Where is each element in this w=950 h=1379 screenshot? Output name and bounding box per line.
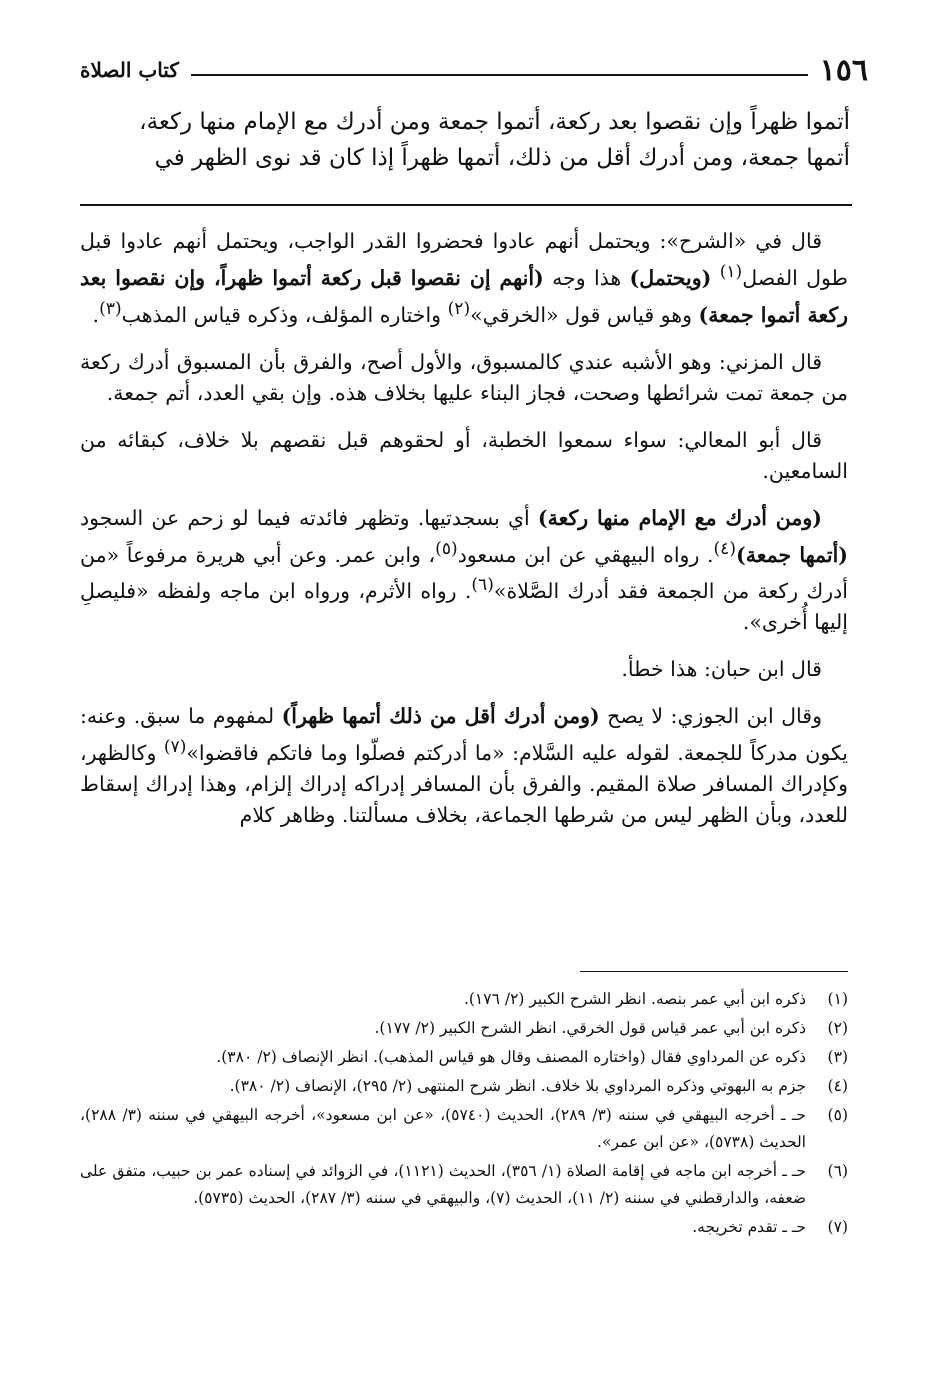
matn-quote: (أنهم إن نقصوا قبل ركعة أتموا ظهراً، وإن نقصوا بعد ركعة أتموا جمعة) — [80, 265, 848, 327]
footnote-ref: (٥) — [435, 538, 458, 559]
commentary-text: واختاره المؤلف، وذكره قياس المذهب — [121, 302, 442, 327]
footnote-number: (٣) — [827, 1048, 848, 1066]
footnotes — [80, 986, 848, 1243]
footnote-number: (٢) — [827, 1019, 848, 1037]
matn-line: أتمها جمعة، ومن أدرك أقل من ذلك، أتمها ظهراً إذا كان قد نوى الظهر في — [154, 145, 850, 171]
matn-quote: (ويحتمل) — [629, 265, 712, 290]
commentary-paragraph — [80, 701, 848, 831]
commentary-text: أي بسجدتيها. وتظهر فائدته فيما لو زحم عن السجود — [80, 505, 530, 530]
matn-quote: (ومن أدرك مع الإمام منها ركعة) — [537, 505, 822, 530]
commentary-text: وكالظهر، وكإدراك المسافر صلاة المقيم. والفرق بأن المسافر إدراكه إدراك إلزام، وهذا إدراك إسقاط للعدد، وبأن الظهر ليس من شرطها الجماعة، بخلاف مسألتنا. وظاهر كلام — [80, 741, 848, 828]
commentary-text: . — [742, 610, 750, 635]
footnote-number: (١) — [827, 990, 848, 1008]
footnote-number: (٧) — [827, 1218, 848, 1236]
commentary-text: وهو قياس قول «الخرقي» — [470, 302, 692, 327]
commentary-text: . رواه البيهقي عن ابن مسعود — [457, 542, 714, 567]
footnote-text: ذكره ابن أبي عمر بنصه. انظر الشرح الكبير (٢/ ١٧٦). — [463, 990, 806, 1008]
footnote-text: جزم به البهوتي وذكره المرداوي بلا خلاف. انظر شرح المنتهى (٢/ ٢٩٥)، الإنصاف (٢/ ٣٨٠). — [229, 1077, 806, 1095]
footnote-text: ذكره ابن أبي عمر قياس قول الخرقي. انظر الشرح الكبير (٢/ ١٧٧). — [374, 1019, 806, 1037]
footnote-item — [80, 986, 848, 1013]
commentary-text: قال في «الشرح»: ويحتمل أنهم عادوا فحضروا القدر الواجب، ويحتمل أنهم عادوا قبل طول الفصل — [80, 229, 848, 290]
commentary-paragraph: قال أبو المعالي: سواء سمعوا الخطبة، أو لحقوهم قبل نقصهم بلا خلاف، كبقائه من السامعين. — [80, 427, 848, 483]
commentary-text: لمفهوم ما سبق. وعنه: يكون مدركاً للجمعة. لقوله عليه السَّلام: «ما أدركتم فصلّوا وما فاتكم فاقضوا» — [80, 704, 848, 766]
commentary-paragraph — [80, 226, 848, 331]
footnote-divider — [580, 971, 848, 972]
commentary-text: وقال ابن الجوزي: لا يصح — [607, 704, 822, 729]
footnote-ref: (٣) — [99, 298, 122, 319]
matn-text — [80, 104, 850, 176]
header-rule — [191, 74, 808, 76]
footnote-number: (٤) — [827, 1077, 848, 1095]
page-header — [80, 50, 868, 90]
footnote-text: حـ ـ أخرجه ابن ماجه في إقامة الصلاة (١/ ٣٥٦)، الحديث (١١٢١)، في الزوائد في إسناده عمر بن حبيب، متفق على ضعفه، والدارقطني في سننه (٢/ ١١)، الحديث (٧)، والبيهقي في سننه (٣/ ٢٨٧)، الحديث (٥٧٣٥). — [80, 1162, 807, 1207]
commentary-paragraph: قال ابن حبان: هذا خطأ. — [621, 657, 822, 682]
commentary — [80, 226, 848, 847]
hadith-quote: «فليصلِ إليها أُخرى» — [80, 579, 848, 635]
footnote-text: ذكره عن المرداوي فقال (واختاره المصنف وقال هو قياس المذهب). انظر الإنصاف (٢/ ٣٨٠). — [216, 1048, 806, 1066]
footnote-ref: (١) — [719, 262, 743, 282]
footnote-ref: (٧) — [163, 737, 187, 758]
page-number: ١٥٦ — [819, 52, 868, 88]
matn-quote: (ومن أدرك أقل من ذلك أتمها ظهراً) — [281, 704, 600, 729]
commentary-text: . — [92, 302, 100, 327]
footnote-item — [80, 1158, 848, 1212]
footnote-item — [80, 1102, 848, 1156]
hadith-quote: «من أدرك ركعة من الجمعة فقد أدرك الصَّلاة» — [80, 542, 848, 604]
matn-quote: (أتمها جمعة) — [736, 542, 849, 567]
footnote-text: حـ ـ تقدم تخريجه. — [692, 1218, 806, 1236]
footnote-item — [80, 1044, 848, 1071]
footnote-text: حـ ـ أخرجه البيهقي في سننه (٣/ ٢٨٩)، الحديث (٥٧٤٠)، «عن ابن مسعود»، أخرجه البيهقي في سننه (٣/ ٢٨٨)، الحديث (٥٧٣٨)، «عن ابن عمر». — [80, 1106, 806, 1151]
matn-divider — [80, 204, 852, 206]
commentary-text: ، وابن عمر. وعن أبي هريرة مرفوعاً — [126, 542, 436, 567]
footnote-number: (٦) — [827, 1162, 848, 1180]
footnote-item — [80, 1214, 848, 1241]
book-title: كتاب الصلاة — [80, 58, 179, 82]
footnote-item — [80, 1073, 848, 1100]
matn-line: أتموا ظهراً وإن نقصوا بعد ركعة، أتموا جمعة ومن أدرك مع الإمام منها ركعة، — [139, 109, 850, 135]
footnote-ref: (٦) — [471, 575, 494, 596]
commentary-paragraph — [80, 503, 848, 639]
commentary-paragraph: قال المزني: وهو الأشبه عندي كالمسبوق، والأول أصح، والفرق بأن المسبوق أدرك ركعة من جمعة تمت شرائطها وصحت، فجاز البناء عليها بخلاف هذه. وإن بقي العدد، أتم جمعة. — [80, 349, 848, 405]
footnote-number: (٥) — [827, 1106, 848, 1124]
footnote-ref: (٤) — [713, 538, 737, 559]
footnote-item — [80, 1015, 848, 1042]
footnote-ref: (٢) — [447, 298, 471, 319]
commentary-text: هذا وجه — [552, 265, 622, 290]
commentary-text: . رواه الأثرم، ورواه ابن ماجه ولفظه — [156, 579, 472, 604]
